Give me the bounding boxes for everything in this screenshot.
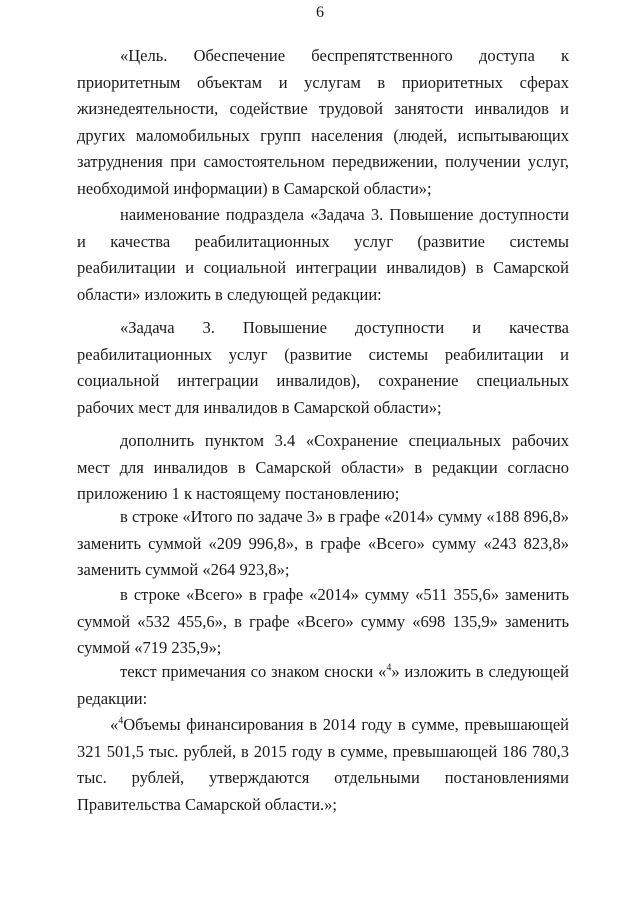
paragraph-total-task-3: в строке «Итого по задаче 3» в графе «2014» сумму «188 896,8» заменить суммой «209 996,8», в графе «Всего» сумму «243 823,8» заменить суммой «264 923,8»; xyxy=(77,507,569,579)
paragraph-footnote-instruction xyxy=(77,659,569,712)
paragraph-footnote-text xyxy=(77,712,569,818)
text-after: Объемы финансирования в 2014 году в сумме, превышающей 321 501,5 тыс. рублей, в 2015 году в сумме, превышающей 186 780,3 тыс. рублей, утверждаются отдельными постановлениями Правительства Самарской области.»; xyxy=(77,715,569,814)
footnote-mark: 4 xyxy=(118,715,124,727)
paragraph-subsection-title: наименование подраздела «Задача 3. Повышение доступности и качества реабилитационных услуг (развитие системы реабилитации и социальной интеграции инвалидов) в Самарской области» изложить в следующей редакции: xyxy=(77,205,569,304)
text-after: » изложить в следующей редакции: xyxy=(77,662,569,708)
footnote-mark: 4 xyxy=(386,662,392,674)
paragraph-task-3: «Задача 3. Повышение доступности и качества реабилитационных услуг (развитие системы реабилитации и социальной интеграции инвалидов), сохранение специальных рабочих мест для инвалидов в Самарской области»; xyxy=(77,318,569,417)
text-before: текст примечания со знаком сноски « xyxy=(120,662,387,681)
page-number: 6 xyxy=(316,4,324,21)
paragraph-goal: «Цель. Обеспечение беспрепятственного доступа к приоритетным объектам и услугам в приоритетных сферах жизнедеятельности, содействие трудовой занятости инвалидов и других маломобильных групп населения (людей, испытывающих затруднения при самостоятельном передвижении, получении услуг, необходимой информации) в Самарской области»; xyxy=(77,46,569,198)
text-before: « xyxy=(110,715,119,734)
paragraph-total-all: в строке «Всего» в графе «2014» сумму «511 355,6» заменить суммой «532 455,6», в графе «Всего» сумму «698 135,9» заменить суммой «719 235,9»; xyxy=(77,585,569,657)
paragraph-add-item: дополнить пунктом 3.4 «Сохранение специальных рабочих мест для инвалидов в Самарской области» в редакции согласно приложению 1 к настоящему постановлению; xyxy=(77,431,569,503)
